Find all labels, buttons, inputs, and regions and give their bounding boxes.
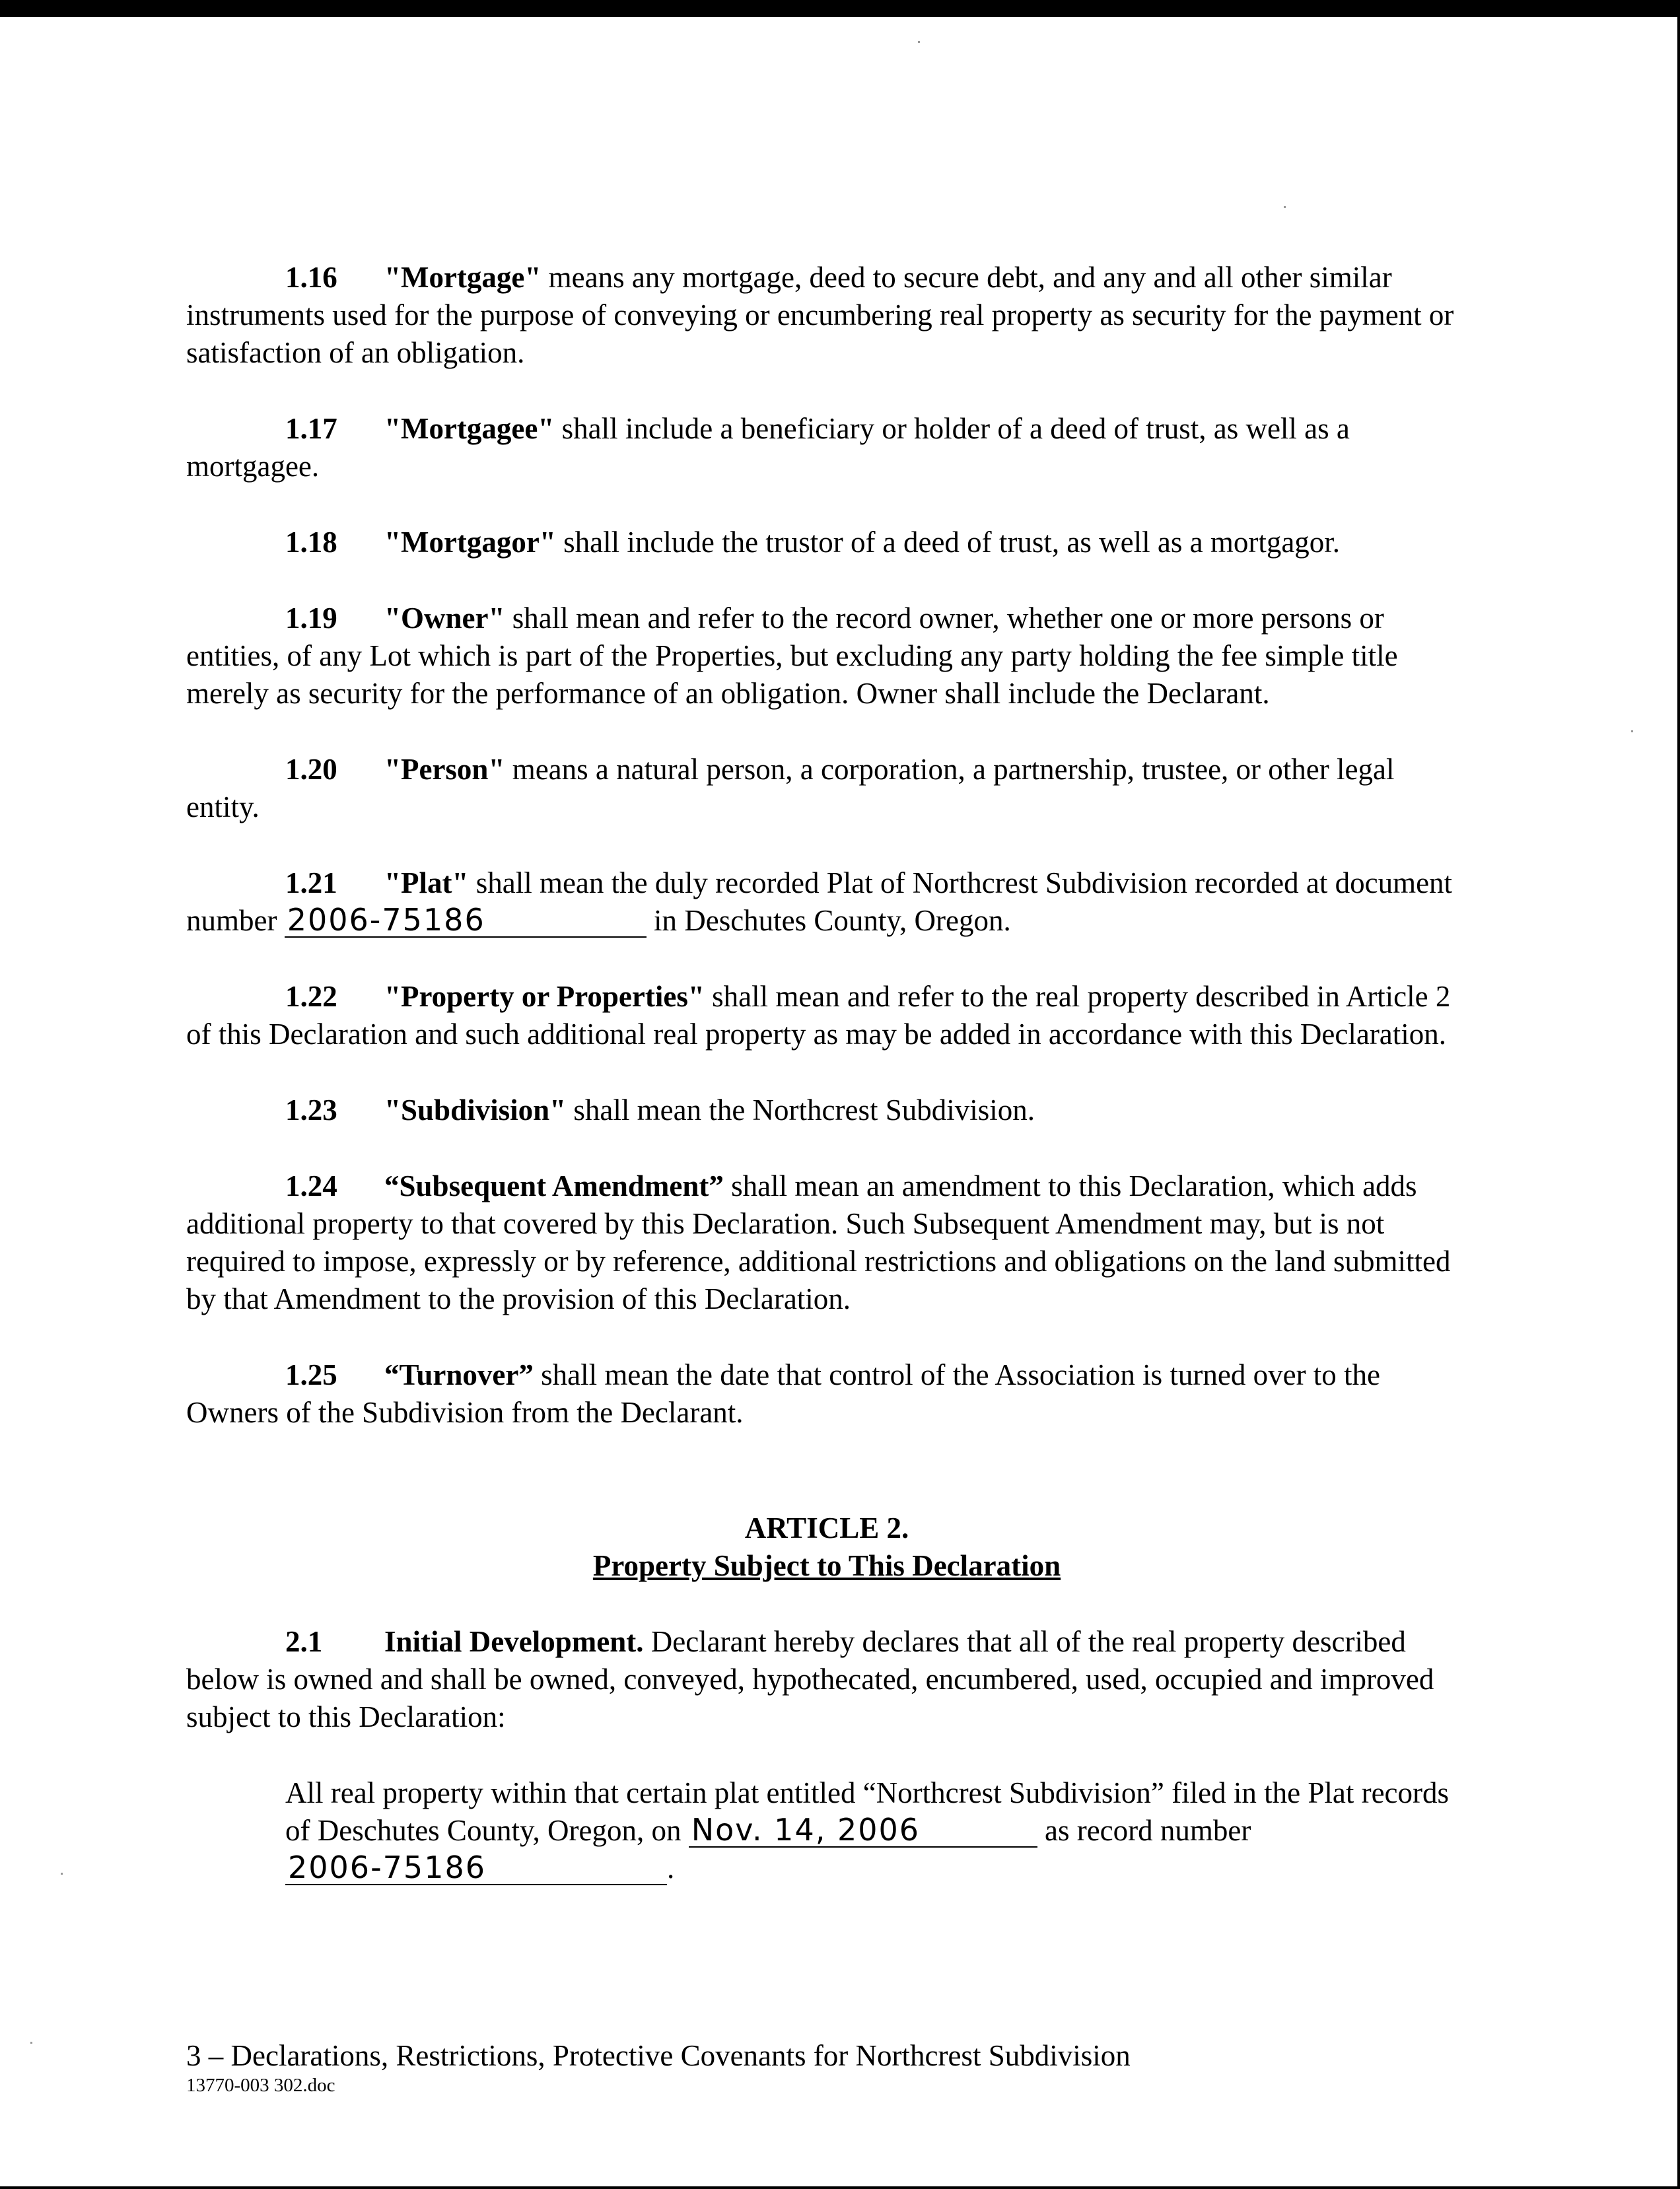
section-heading: Initial Development.	[384, 1625, 644, 1658]
scan-top-border	[0, 0, 1680, 17]
definition-1-16	[186, 259, 1467, 372]
defined-term: "Mortgagee"	[384, 412, 555, 445]
definition-1-22	[186, 978, 1467, 1053]
section-number: 1.16	[285, 261, 337, 294]
scan-speck	[1284, 206, 1286, 208]
section-number: 1.23	[285, 1094, 337, 1127]
defined-term: "Mortgage"	[384, 261, 542, 294]
definition-text: shall mean the duly recorded Plat of Northcrest Subdivision recorded at document number	[186, 866, 1453, 937]
definition-text: shall mean and refer to the real property described in Article 2 of this Declaration and such additional real property as may be added in accordance with this Declaration.	[186, 980, 1451, 1051]
definition-text: shall include a beneficiary or holder of a deed of trust, as well as a mortgagee.	[186, 412, 1350, 483]
defined-term: “Turnover”	[384, 1358, 534, 1391]
definition-1-18	[186, 524, 1467, 561]
property-description	[285, 1774, 1467, 1887]
section-text: Declarant hereby declares that all of the real property described below is owned and shall be owned, conveyed, hypothecated, encumbered, used, occupied and improved subject to this Declaration:	[186, 1625, 1434, 1733]
document-page	[186, 259, 1467, 1887]
scan-speck	[30, 2042, 32, 2044]
defined-term: "Subdivision"	[384, 1094, 567, 1127]
scan-speck	[61, 1873, 63, 1875]
document-code: 13770-003 302.doc	[186, 2075, 335, 2096]
section-number: 2.1	[285, 1625, 323, 1658]
property-text: as record number	[1037, 1814, 1251, 1847]
definition-text: shall mean the date that control of the Association is turned over to the Owners of the Subdivision from the Declarant.	[186, 1358, 1381, 1429]
defined-term: “Subsequent Amendment”	[384, 1169, 724, 1202]
scan-right-border	[1677, 17, 1680, 2189]
definition-text: shall mean an amendment to this Declaration, which adds additional property to that covered by this Declaration. Such Subsequent Amendment may, but is not required to impose, expressly or by reference, additional restrictions and obligations on the land submitted by that Amendment to the provision of this Declaration.	[186, 1169, 1451, 1315]
defined-term: "Person"	[384, 753, 505, 786]
definition-text: shall mean the Northcrest Subdivision.	[566, 1094, 1035, 1127]
definition-text: shall mean and refer to the record owner, whether one or more persons or entities, of any Lot which is part of the Properties, but excluding any party holding the fee simple title merely as security for the performance of an obligation. Owner shall include the Declarant.	[186, 602, 1398, 710]
definition-text: means any mortgage, deed to secure debt, and any and all other similar instruments used for the purpose of conveying or encumbering real property as security for the payment or satisfaction of an obligation.	[186, 261, 1454, 369]
definition-1-19	[186, 600, 1467, 712]
section-2-1	[186, 1623, 1467, 1736]
definition-1-20	[186, 751, 1467, 826]
property-text: All real property within that certain plat entitled “Northcrest Subdivision” filed in the Plat records of Deschutes County, Oregon, on	[285, 1776, 1450, 1847]
definition-1-23	[186, 1092, 1467, 1129]
scan-speck	[918, 41, 920, 43]
article-title: Property Subject to This Declaration	[592, 1549, 1061, 1582]
defined-term: "Property or Properties"	[384, 980, 705, 1013]
definition-text: in Deschutes County, Oregon.	[646, 904, 1011, 937]
section-number: 1.25	[285, 1358, 337, 1391]
definition-1-21	[186, 864, 1467, 940]
defined-term: "Plat"	[384, 866, 469, 899]
scan-speck	[1631, 730, 1633, 732]
section-number: 1.18	[285, 526, 337, 559]
section-number: 1.17	[285, 412, 337, 445]
handwritten-record-number: 2006-75186	[285, 1851, 667, 1885]
section-number: 1.19	[285, 602, 337, 635]
section-number: 1.21	[285, 866, 337, 899]
defined-term: "Owner"	[384, 602, 505, 635]
defined-term: "Mortgagor"	[384, 526, 556, 559]
handwritten-filing-date: Nov. 14, 2006	[689, 1813, 1037, 1848]
section-number: 1.22	[285, 980, 337, 1013]
handwritten-document-number: 2006-75186	[285, 903, 647, 938]
article-heading: ARTICLE 2.	[744, 1511, 909, 1545]
property-text: .	[667, 1852, 675, 1885]
section-number: 1.20	[285, 753, 337, 786]
section-number: 1.24	[285, 1169, 337, 1202]
scan-bottom-border	[0, 2186, 1680, 2189]
definition-text: means a natural person, a corporation, a partnership, trustee, or other legal entity.	[186, 753, 1395, 823]
definition-text: shall include the trustor of a deed of trust, as well as a mortgagor.	[555, 526, 1341, 559]
definition-1-25	[186, 1356, 1467, 1432]
page-footer: 3 – Declarations, Restrictions, Protective Covenants for Northcrest Subdivision	[186, 2039, 1131, 2072]
definition-1-24	[186, 1167, 1467, 1318]
definition-1-17	[186, 410, 1467, 485]
